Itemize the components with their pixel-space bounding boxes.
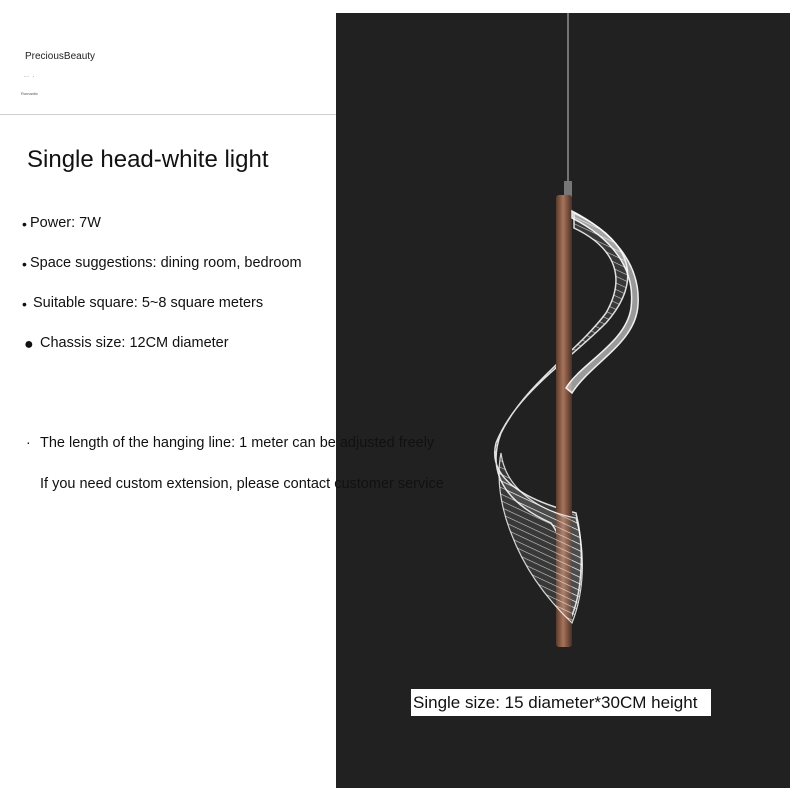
custom-extension-note: If you need custom extension, please contact customer service [40, 476, 444, 492]
bullet-icon: ● [24, 336, 34, 353]
size-label: Single size: 15 diameter*30CM height [411, 689, 711, 716]
bullet-icon: • [22, 296, 27, 312]
brand-name: PreciousBeauty [25, 51, 96, 62]
light-ribbon-front [566, 211, 638, 393]
hanging-line-text: The length of the hanging line: 1 meter can be adjusted freely [40, 435, 435, 451]
product-title: Single head-white light [27, 146, 269, 173]
wire-connector [564, 181, 572, 197]
spec-space: Space suggestions: dining room, bedroom [30, 255, 302, 271]
bullet-icon: • [22, 216, 27, 232]
bullet-icon: · [26, 434, 31, 450]
bullet-icon: • [22, 256, 27, 272]
header-divider [0, 114, 336, 115]
pendant-lamp-image [336, 13, 790, 788]
spec-power: Power: 7W [30, 215, 101, 231]
spec-chassis: Chassis size: 12CM diameter [40, 335, 229, 351]
brand-decoration: ·· · [24, 74, 36, 80]
spec-square: Suitable square: 5~8 square meters [33, 295, 264, 311]
brand-tagline: Romantic [21, 91, 38, 96]
